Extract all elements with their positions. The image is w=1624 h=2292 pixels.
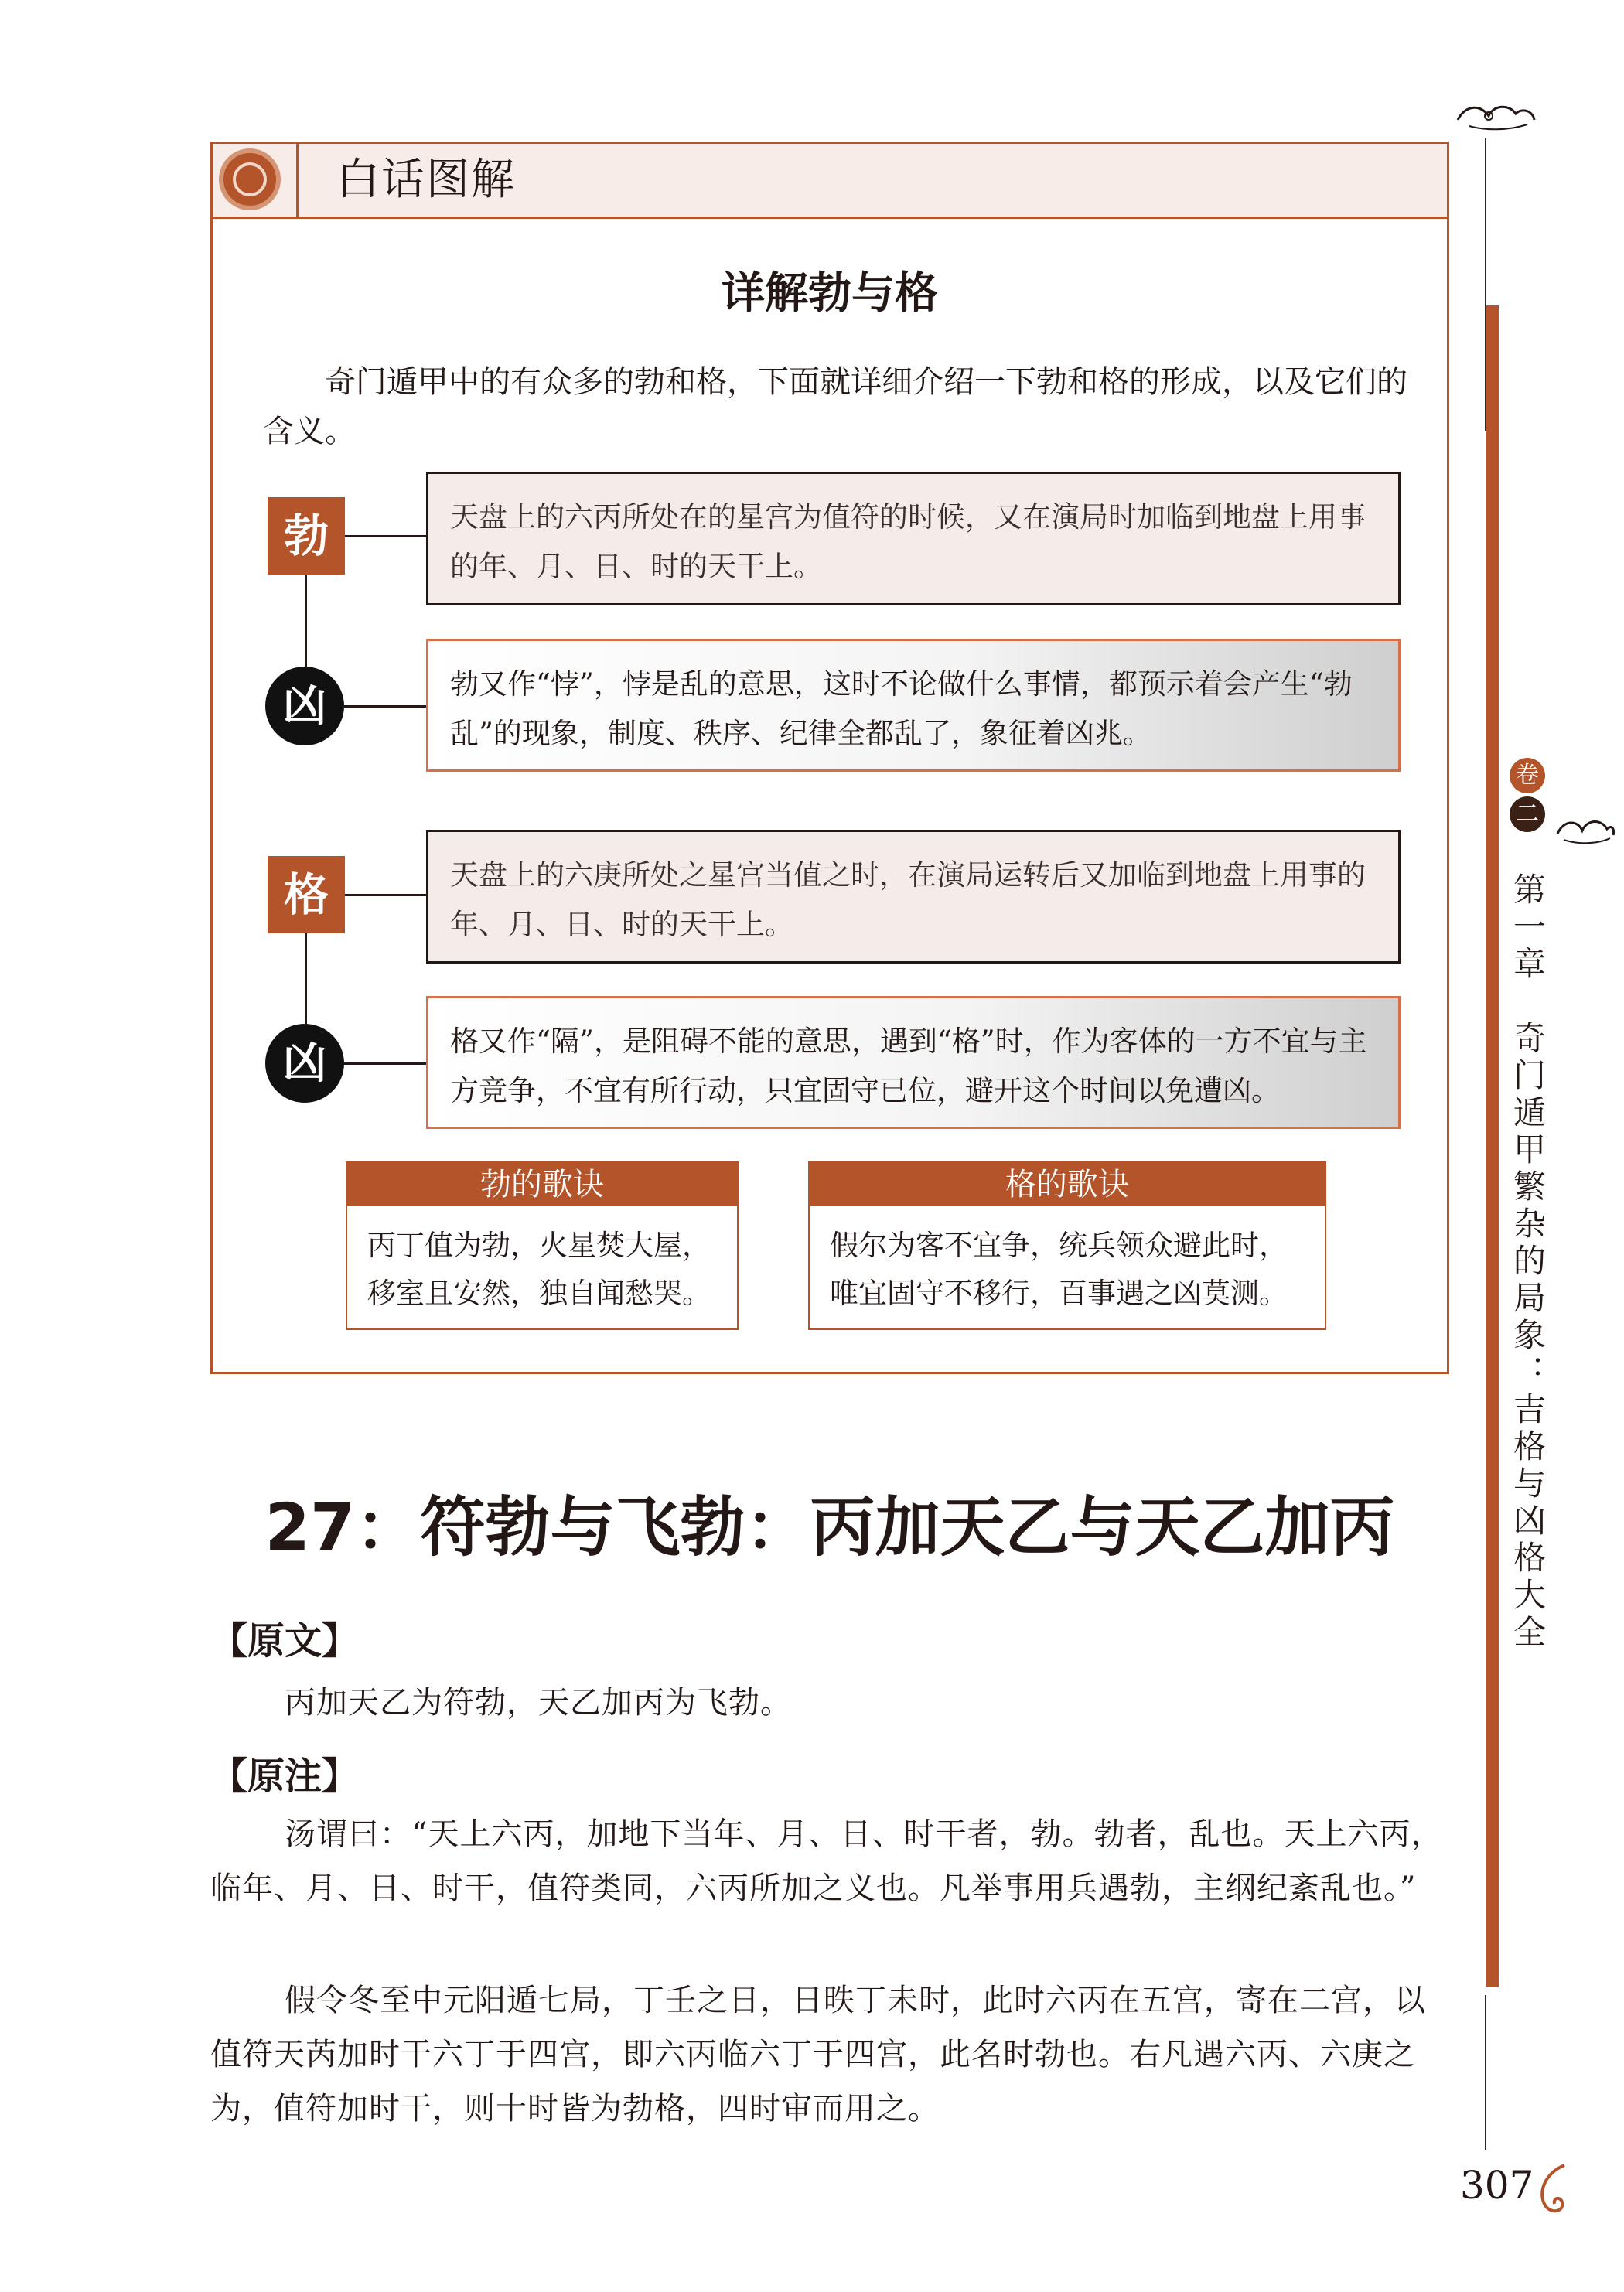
ge-song-line-1: 假尔为客不宜争，统兵领众避此时，: [830, 1229, 1288, 1262]
original-text-label: 【原文】: [210, 1619, 360, 1663]
chapter-running-header: 第一章 奇门遁甲繁杂的局象：吉格与凶格大全: [1509, 872, 1547, 1652]
note-paragraph-2: 假令冬至中元阳遁七局，丁壬之日，日昳丁未时，此时六丙在五宫，寄在二宫，以值符天芮加时干六丁于四宫，即六丙临六丁于四宫，此名时勃也。右凡遇六丙、六庚之为，值符加时干，则十时皆为勃格，四时审而用之。: [210, 1983, 1426, 2127]
section-title: 27：符勃与飞勃：丙加天乙与天乙加丙: [264, 1489, 1395, 1565]
bo-song-title: 勃的歌诀: [347, 1163, 737, 1206]
cloud-ornament-side-icon: [1554, 812, 1616, 848]
original-note-label: 【原注】: [210, 1755, 360, 1798]
bo-meaning-box: 勃又作“悖”，悖是乱的意思，这时不论做什么事情，都预示着会产生“勃乱”的现象，制度、秩序、纪律全都乱了，象征着凶兆。: [426, 639, 1401, 772]
ge-meaning-box: 格又作“隔”，是阻碍不能的意思，遇到“格”时，作为客体的一方不宜与主方竞争，不宜有所行动，只宜固守已位，避开这个时间以免遭凶。: [426, 996, 1401, 1129]
ge-vertical-connector: [305, 933, 307, 1026]
ge-definition-box: 天盘上的六庚所处之星宫当值之时，在演局运转后又加临到地盘上用事的年、月、日、时的天干上。: [426, 830, 1401, 964]
bo-definition-box: 天盘上的六丙所处在的星宫为值符的时候，又在演局时加临到地盘上用事的年、月、日、时的天干上。: [426, 472, 1401, 605]
bo-omen-connector: [344, 705, 426, 708]
page-number: 307: [1460, 2163, 1534, 2208]
box-title: 详解勃与格: [722, 268, 938, 319]
margin-accent-bar: [1486, 305, 1499, 1987]
margin-rule-bottom: [1485, 1995, 1486, 2150]
ge-song-title: 格的歌诀: [810, 1163, 1325, 1206]
bo-tag: 勃: [268, 497, 345, 575]
ge-song-line-2: 唯宜固守不移行，百事遇之凶莫测。: [830, 1277, 1288, 1310]
bo-song-line-1: 丙丁值为勃，火星焚大屋，: [367, 1229, 711, 1262]
original-text: 丙加天乙为符勃，天乙加丙为飞勃。: [285, 1685, 792, 1721]
box-header: [213, 144, 1447, 219]
ge-tag: 格: [268, 856, 345, 933]
cloud-ornament-top-icon: [1454, 97, 1539, 135]
bo-song-body: [347, 1206, 737, 1318]
header-divider: [296, 144, 299, 217]
ge-omen-tag: 凶: [265, 1024, 344, 1103]
ge-song-body: [810, 1206, 1325, 1318]
ge-omen-connector: [344, 1062, 426, 1065]
box-header-title: 白话图解: [336, 155, 516, 205]
box-intro: 奇门遁甲中的有众多的勃和格，下面就详细介绍一下勃和格的形成，以及它们的含义。: [263, 364, 1407, 449]
volume-marker-bottom: 二: [1510, 796, 1545, 832]
bo-connector: [345, 535, 426, 537]
note-paragraph-1: 汤谓曰：“天上六丙，加地下当年、月、日、时干者，勃。勃者，乱也。天上六丙，临年、月、日、时干，值符类同，六丙所加之义也。凡举事用兵遇勃，主纲纪紊乱也。”: [210, 1816, 1443, 1906]
ge-connector: [345, 894, 426, 896]
bo-song-line-2: 移室且安然，独自闻愁哭。: [367, 1277, 711, 1310]
ge-song-box: [808, 1161, 1326, 1330]
bo-omen-tag: 凶: [265, 667, 344, 745]
bo-song-box: [346, 1161, 739, 1330]
page-number-swirl-icon: [1522, 2157, 1576, 2219]
volume-marker-top: 卷: [1510, 758, 1545, 793]
bo-vertical-connector: [305, 575, 307, 667]
seal-emblem-icon: [219, 148, 281, 210]
